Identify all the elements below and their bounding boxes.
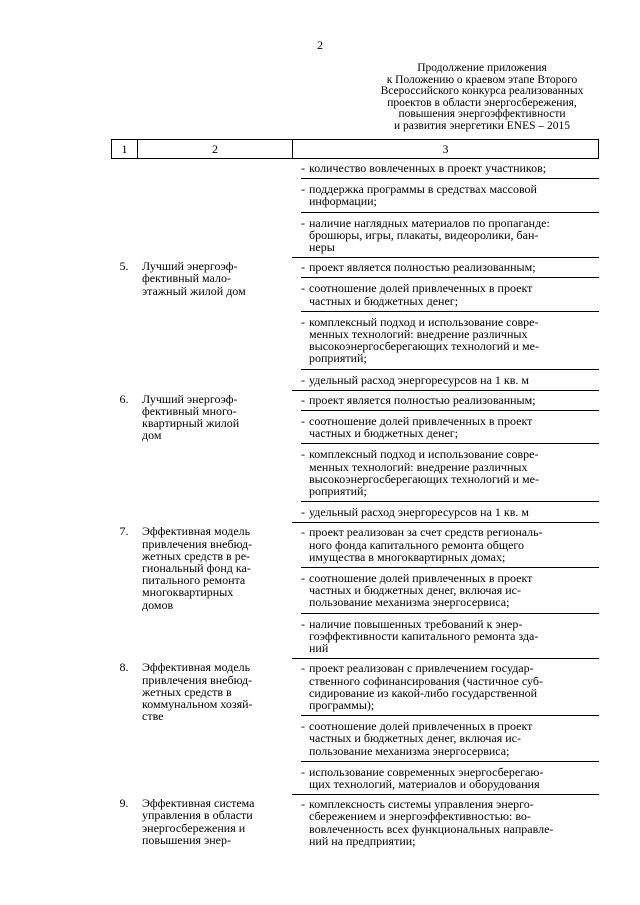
criterion-text [309, 766, 599, 790]
header-line: повышения энергоэффективности [398, 108, 566, 120]
nomination-name-line: домов [142, 597, 174, 612]
nomination-name-line: Эффективная система [142, 796, 255, 811]
list-dash: - [301, 392, 305, 407]
nomination-name-line: привлечения внебюд- [142, 536, 253, 551]
page-number: 2 [317, 38, 323, 52]
criterion-line: ственного софинансирования (частичное суб- [309, 673, 543, 688]
header-line: и развития энергетики ENES – 2015 [393, 119, 570, 132]
criterion-item [301, 613, 599, 656]
criterion-text [309, 618, 599, 655]
table-row [111, 522, 599, 655]
nomination-name-line: коммунальном хозяй- [142, 696, 253, 711]
list-dash: - [301, 215, 305, 230]
criterion-item [301, 715, 599, 758]
nomination-name-line: этажный жилой дом [142, 283, 246, 298]
nomination-name-line: жетных средств в [142, 684, 232, 699]
criterion-line: удельный расход энергоресурсов на 1 кв. м [309, 372, 529, 387]
criterion-item [301, 212, 599, 255]
criterion-line: менных технологий: внедрение различных [309, 459, 528, 474]
row-number: 7. [119, 524, 129, 539]
criterion-text [309, 798, 599, 847]
list-dash: - [301, 447, 305, 462]
list-dash: - [301, 571, 305, 586]
criterion-item [301, 369, 599, 387]
nomination-name-line: гиональный фонд ка- [142, 561, 251, 576]
nomination-table [111, 159, 599, 848]
criterion-line: пользование механизма энергосервиса; [309, 595, 510, 610]
criterion-text [309, 394, 599, 406]
row-number: 5. [119, 259, 129, 274]
criterion-line: проект является полностью реализованным; [309, 260, 536, 275]
table-row [111, 159, 599, 254]
criterion-line: высокоэнергосберегающих технологий и ме- [309, 339, 539, 354]
criteria-cell [292, 159, 599, 254]
criterion-text [309, 720, 599, 757]
criterion-line: неры [309, 240, 335, 255]
nomination-name [137, 658, 292, 791]
list-dash: - [301, 797, 305, 812]
criterion-item [301, 159, 599, 175]
criterion-text [309, 162, 599, 174]
list-dash: - [301, 182, 305, 197]
criteria-cell [292, 794, 599, 848]
row-number: 9. [119, 796, 129, 811]
list-dash: - [301, 719, 305, 734]
nomination-name-line: управления в области [142, 808, 253, 823]
list-dash: - [301, 260, 305, 275]
list-dash: - [301, 414, 305, 429]
criterion-text [309, 506, 599, 518]
criterion-line: соотношение долей привлеченных в проект [309, 719, 533, 734]
criteria-cell [292, 658, 599, 791]
list-dash: - [301, 764, 305, 779]
table-row [111, 257, 599, 387]
criterion-item [301, 443, 599, 498]
nomination-name [137, 794, 292, 848]
criterion-line: соотношение долей привлеченных в проект [309, 571, 533, 586]
criterion-line: ного фонда капитального ремонта общего [309, 537, 525, 552]
nomination-name-line: квартирный жилой [142, 416, 240, 431]
list-dash: - [301, 281, 305, 296]
nomination-name [137, 390, 292, 520]
list-dash: - [301, 161, 305, 175]
criterion-line: удельный расход энергоресурсов на 1 кв. м [309, 505, 529, 520]
criterion-text [309, 282, 599, 306]
nomination-name [137, 522, 292, 655]
appendix-header [362, 63, 602, 132]
nomination-name-line: фективный много- [142, 404, 237, 419]
criterion-item [301, 523, 599, 564]
nomination-name-line: жетных средств в ре- [142, 548, 251, 563]
criterion-item [301, 178, 599, 208]
nomination-name-line: повышения энер- [142, 832, 231, 847]
criterion-text [309, 217, 599, 254]
criterion-line: высокоэнергосберегающих технологий и ме- [309, 471, 539, 486]
criterion-text [309, 448, 599, 497]
criterion-text [309, 662, 599, 711]
criterion-line: комплексный подход и использование совре- [309, 447, 539, 462]
criterion-item [301, 277, 599, 307]
criterion-text [309, 415, 599, 439]
criterion-line: менных технологий: внедрение различных [309, 327, 528, 342]
criterion-line: брошюры, игры, плакаты, видеоролики, бан- [309, 227, 539, 242]
criterion-line: щих технологий, материалов и оборудования [309, 776, 540, 791]
nomination-name-line: Лучший энергоэф- [142, 259, 238, 274]
criterion-line: частных и бюджетных денег; [309, 426, 459, 441]
nomination-name-line: многоквартирных [142, 585, 234, 600]
criterion-line: соотношение долей привлеченных в проект [309, 414, 533, 429]
criterion-line: гоэффективности капитального ремонта зда- [309, 628, 539, 643]
criterion-item [301, 567, 599, 610]
nomination-name-line: дом [142, 428, 162, 443]
list-dash: - [301, 661, 305, 676]
criterion-text [309, 526, 599, 563]
criterion-line: соотношение долей привлеченных в проект [309, 281, 533, 296]
criterion-item [301, 501, 599, 519]
criterion-item [301, 795, 599, 848]
nomination-name-line: Лучший энергоэф- [142, 391, 238, 406]
criterion-line: имущества в многоквартирных домах; [309, 549, 506, 564]
row-number: 8. [119, 660, 129, 675]
header-line: Всероссийского конкурса реализованных [380, 85, 584, 97]
list-dash: - [301, 314, 305, 329]
criterion-line: количество вовлеченных в проект участников; [309, 161, 547, 175]
criterion-item [301, 659, 599, 712]
criterion-line: пользование механизма энергосервиса; [309, 743, 510, 758]
criterion-text [309, 374, 599, 386]
criterion-line: ний на предприятии; [309, 833, 416, 848]
nomination-name-line: привлечения внебюд- [142, 672, 253, 687]
criterion-item [301, 391, 599, 407]
criterion-text [309, 183, 599, 207]
header-line: Продолжение приложения [417, 62, 547, 74]
criterion-line: поддержка программы в средствах массовой [309, 182, 537, 197]
header-line: проектов в области энергосбережения, [387, 96, 577, 109]
criteria-cell [292, 257, 599, 387]
row-number: 6. [119, 391, 129, 406]
header-line: к Положению о краевом этапе Второго [386, 73, 578, 86]
criterion-line: ний [309, 641, 329, 656]
nomination-name [137, 257, 292, 387]
criterion-text [309, 261, 599, 273]
nomination-name [137, 159, 292, 254]
criterion-line: сбережением и энергоэффективностью: во- [309, 809, 531, 824]
criterion-line: роприятий; [309, 484, 367, 499]
nomination-name-line: стве [142, 709, 164, 724]
criterion-item [301, 258, 599, 274]
criterion-line: наличие наглядных материалов по пропаганде: [309, 215, 550, 230]
criterion-line: частных и бюджетных денег; [309, 293, 459, 308]
nomination-name-line: питального ремонта [142, 573, 246, 588]
criteria-cell [292, 390, 599, 520]
criterion-line: наличие повышенных требований к энер- [309, 616, 523, 631]
column-header-2: 2 [138, 140, 293, 158]
criterion-line: вовлеченность всех функциональных направле- [309, 821, 554, 836]
list-dash: - [301, 372, 305, 387]
criterion-line: проект реализован с привлечением государ- [309, 661, 534, 676]
criterion-line: проект реализован за счет средств региональ- [309, 525, 543, 540]
criterion-item [301, 761, 599, 791]
table-column-headers [111, 139, 599, 159]
table-row [111, 794, 599, 848]
nomination-name-line: фективный мало- [142, 271, 231, 286]
criterion-line: частных и бюджетных денег, включая ис- [309, 731, 521, 746]
table-row [111, 658, 599, 791]
criterion-line: программы); [309, 697, 375, 712]
table-row [111, 390, 599, 520]
list-dash: - [301, 525, 305, 540]
list-dash: - [301, 616, 305, 631]
nomination-name-line: Эффективная модель [142, 524, 251, 539]
criterion-line: роприятий; [309, 351, 367, 366]
criterion-text [309, 572, 599, 609]
nomination-name-line: Эффективная модель [142, 660, 251, 675]
criterion-item [301, 410, 599, 440]
criterion-item [301, 311, 599, 366]
criterion-text [309, 316, 599, 365]
criterion-line: частных и бюджетных денег, включая ис- [309, 583, 521, 598]
row-number [111, 159, 137, 254]
column-header-1: 1 [112, 140, 138, 158]
list-dash: - [301, 505, 305, 520]
criterion-line: проект является полностью реализованным; [309, 392, 536, 407]
criterion-line: сидирование из какой-либо государственной [309, 685, 538, 700]
nomination-name-line: энергосбережения и [142, 820, 246, 835]
criterion-line: комплексный подход и использование совре- [309, 314, 539, 329]
column-header-3: 3 [442, 141, 449, 156]
criterion-line: информации; [309, 194, 377, 209]
criterion-line: комплексность системы управления энерго- [309, 797, 534, 812]
criteria-cell [292, 522, 599, 655]
criterion-line: использование современных энергосберегаю- [309, 764, 544, 779]
